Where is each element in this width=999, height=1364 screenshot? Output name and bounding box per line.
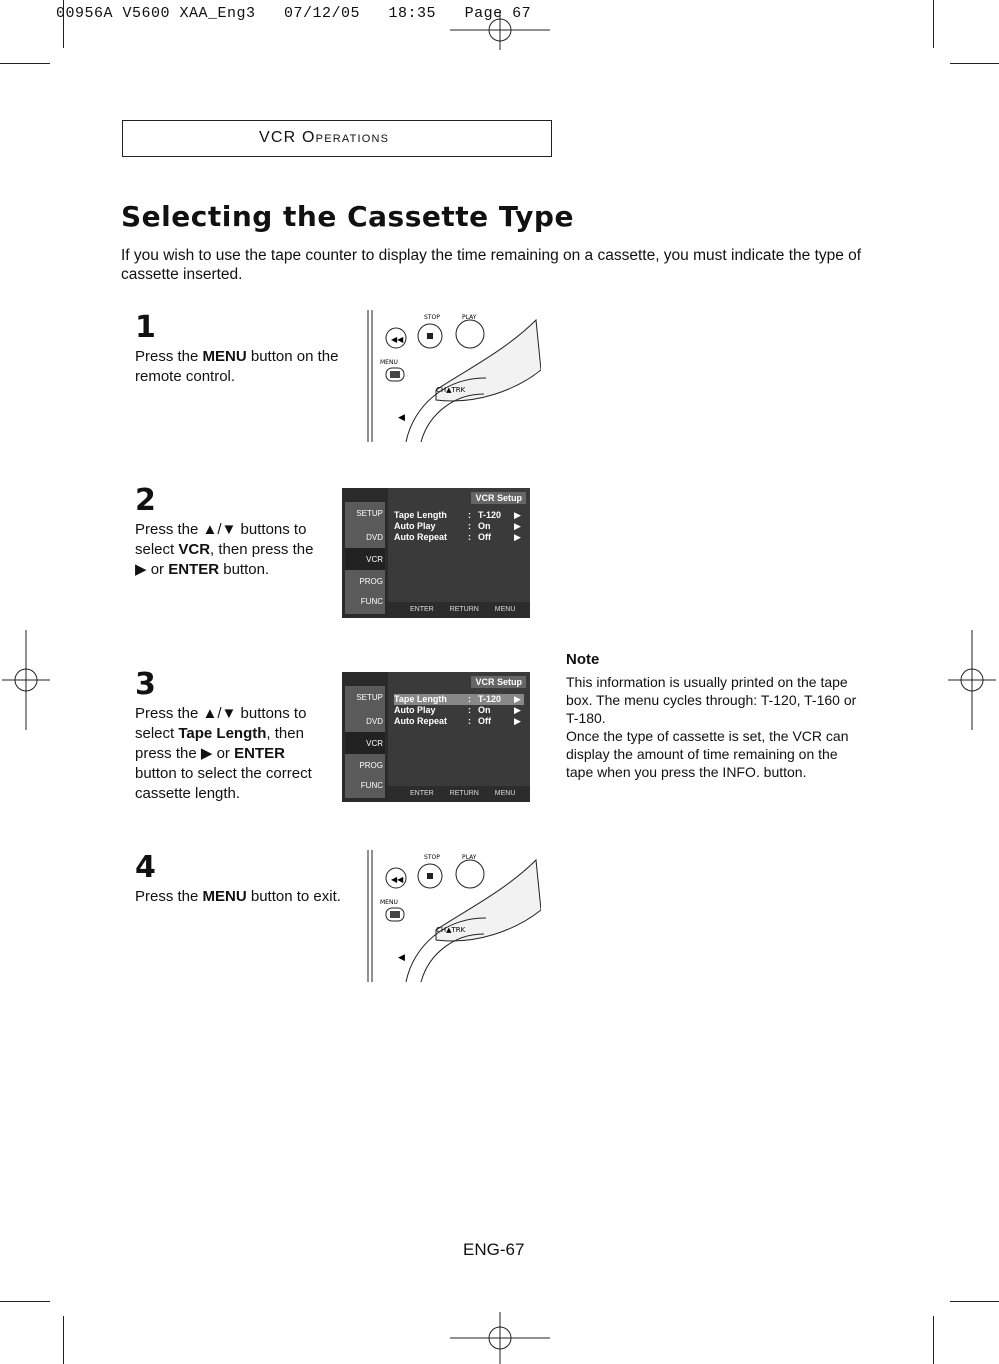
svg-text:◀: ◀ bbox=[398, 953, 405, 963]
tab-setup: SETUP bbox=[345, 502, 385, 526]
tab-setup: SETUP bbox=[345, 686, 385, 710]
menu-row-auto-repeat: Auto Repeat : Off ▶ bbox=[394, 716, 521, 726]
svg-text:◀◀: ◀◀ bbox=[391, 335, 404, 344]
tab-vcr: VCR bbox=[345, 732, 385, 756]
tab-dvd: DVD bbox=[345, 526, 385, 550]
crop-mark bbox=[0, 1301, 50, 1302]
page-title: Selecting the Cassette Type bbox=[121, 200, 574, 233]
remote-illustration bbox=[366, 850, 541, 982]
step-number: 1 bbox=[135, 310, 156, 345]
tab-prog: PROG bbox=[345, 754, 385, 778]
step-text: Press the ▲/▼ buttons to select VCR, then press the ▶ or ENTER button. bbox=[135, 521, 314, 578]
step-text: Press the ▲/▼ buttons to select Tape Length, then press the ▶ or ENTER button to select the correct cassette length. bbox=[135, 705, 312, 802]
menu-screen bbox=[342, 672, 530, 802]
tab-func: FUNC bbox=[345, 590, 385, 614]
note-line: Once the type of cassette is set, the VCR can display the amount of time remaining on the tape when you press the INFO. button. bbox=[566, 728, 849, 780]
menu-row-tape-length: Tape Length : T-120 ▶ bbox=[394, 510, 521, 520]
section-header-box bbox=[122, 120, 552, 157]
crop-mark bbox=[950, 1301, 999, 1302]
svg-text:PLAY: PLAY bbox=[462, 314, 477, 321]
step-text: Press the MENU button to exit. bbox=[135, 888, 341, 905]
menu-row-auto-repeat: Auto Repeat : Off ▶ bbox=[394, 532, 521, 542]
step-4 bbox=[135, 850, 350, 907]
step-3 bbox=[135, 667, 320, 804]
crop-mark bbox=[933, 0, 934, 48]
registration-mark bbox=[948, 630, 996, 730]
menu-row-auto-play: Auto Play : On ▶ bbox=[394, 705, 521, 715]
note-text bbox=[566, 673, 866, 781]
menu-title: VCR Setup bbox=[471, 676, 526, 688]
page-number: ENG-67 bbox=[463, 1240, 525, 1259]
svg-text:PLAY: PLAY bbox=[462, 854, 477, 861]
section-title: VCR Operations bbox=[259, 129, 390, 146]
registration-mark bbox=[450, 1312, 550, 1364]
step-number: 4 bbox=[135, 850, 156, 885]
note-heading: Note bbox=[566, 651, 600, 668]
step-number: 2 bbox=[135, 483, 156, 518]
crop-mark bbox=[933, 1316, 934, 1364]
print-header: 00956A V5600 XAA_Eng3 07/12/05 18:35 Page 67 bbox=[56, 5, 532, 22]
tab-prog: PROG bbox=[345, 570, 385, 594]
menu-row-tape-length: Tape Length : T-120 ▶ bbox=[394, 694, 524, 705]
registration-mark bbox=[2, 630, 50, 730]
svg-text:CH▲TRK: CH▲TRK bbox=[436, 386, 466, 394]
step-text: Press the MENU button on the remote control. bbox=[135, 348, 339, 385]
menu-title: VCR Setup bbox=[471, 492, 526, 504]
remote-illustration bbox=[366, 310, 541, 442]
svg-text:◀◀: ◀◀ bbox=[391, 875, 404, 884]
step-number: 3 bbox=[135, 667, 156, 702]
tab-dvd: DVD bbox=[345, 710, 385, 734]
svg-text:CH▲TRK: CH▲TRK bbox=[436, 926, 466, 934]
step-2 bbox=[135, 483, 320, 580]
menu-row-auto-play: Auto Play : On ▶ bbox=[394, 521, 521, 531]
menu-footer: ENTER RETURN MENU bbox=[388, 602, 530, 618]
svg-text:STOP: STOP bbox=[424, 314, 440, 321]
menu-footer: ENTER RETURN MENU bbox=[388, 786, 530, 802]
note-line: This information is usually printed on the tape box. The menu cycles through: T-120, T-160 or T-180. bbox=[566, 674, 857, 726]
crop-mark bbox=[950, 63, 999, 64]
intro-paragraph: If you wish to use the tape counter to display the time remaining on a cassette, you must indicate the type of cassette inserted. bbox=[121, 247, 862, 283]
svg-text:◀: ◀ bbox=[398, 413, 405, 423]
svg-text:MENU: MENU bbox=[380, 359, 398, 366]
svg-text:MENU: MENU bbox=[380, 899, 398, 906]
tab-func: FUNC bbox=[345, 774, 385, 798]
crop-mark bbox=[63, 1316, 64, 1364]
tab-vcr: VCR bbox=[345, 548, 385, 572]
crop-mark bbox=[0, 63, 50, 64]
menu-screen bbox=[342, 488, 530, 618]
step-1 bbox=[135, 310, 350, 387]
svg-text:STOP: STOP bbox=[424, 854, 440, 861]
